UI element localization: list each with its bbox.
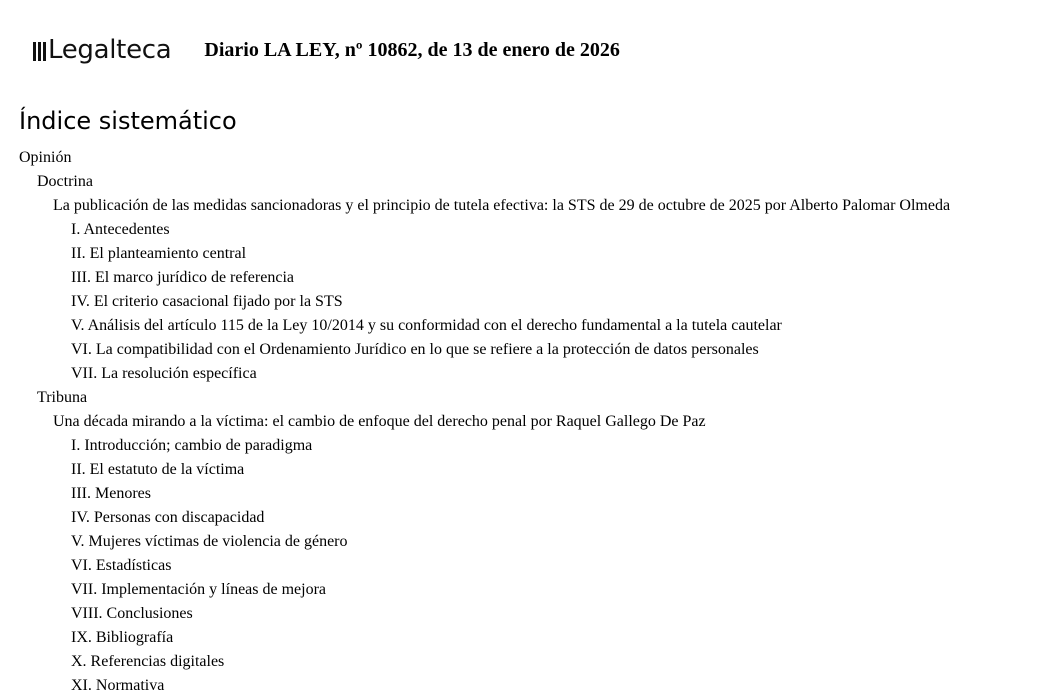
logo-bars-icon <box>33 39 46 61</box>
toc-chapter[interactable]: IX. Bibliografía <box>71 629 174 646</box>
toc-chapter[interactable]: I. Introducción; cambio de paradigma <box>71 437 313 454</box>
legalteca-logo[interactable] <box>33 35 171 65</box>
toc-chapter[interactable]: IV. El criterio casacional fijado por la STS <box>71 293 343 310</box>
toc-chapter[interactable]: VII. Implementación y líneas de mejora <box>71 581 327 598</box>
toc-chapter[interactable]: III. El marco jurídico de referencia <box>71 269 294 286</box>
toc-chapter[interactable]: VIII. Conclusiones <box>71 605 193 622</box>
toc-chapter[interactable]: IV. Personas con discapacidad <box>71 509 265 526</box>
toc-chapter[interactable]: VII. La resolución específica <box>71 365 257 382</box>
logo-text: Legalteca <box>48 35 172 65</box>
toc-subsection-tribuna[interactable]: Tribuna <box>37 389 88 406</box>
index-title: Índice sistemático <box>19 107 237 135</box>
toc-chapter[interactable]: II. El estatuto de la víctima <box>71 461 245 478</box>
toc-article-tribuna[interactable]: Una década mirando a la víctima: el cambio de enfoque del derecho penal por Raquel Gallego De Paz <box>53 413 706 430</box>
journal-title: Diario LA LEY, nº 10862, de 13 de enero de 2026 <box>204 38 620 61</box>
toc-chapter[interactable]: V. Análisis del artículo 115 de la Ley 10/2014 y su conformidad con el derecho fundamental a la tutela cautelar <box>71 317 782 334</box>
toc-article-doctrina[interactable]: La publicación de las medidas sancionadoras y el principio de tutela efectiva: la STS de 29 de octubre de 2025 por Alberto Palomar Olmeda <box>53 197 951 214</box>
toc-chapter[interactable]: VI. Estadísticas <box>71 557 172 574</box>
toc-chapter[interactable]: XI. Normativa <box>71 677 165 694</box>
toc-chapter[interactable]: II. El planteamiento central <box>71 245 247 262</box>
toc-chapter[interactable]: VI. La compatibilidad con el Ordenamiento Jurídico en lo que se refiere a la protección de datos personales <box>71 341 759 358</box>
toc-chapter[interactable]: I. Antecedentes <box>71 221 170 238</box>
table-of-contents <box>0 146 1062 698</box>
toc-chapter[interactable]: III. Menores <box>71 485 151 502</box>
toc-subsection-doctrina[interactable]: Doctrina <box>37 173 93 190</box>
toc-chapter[interactable]: X. Referencias digitales <box>71 653 225 670</box>
page-header <box>33 30 620 70</box>
toc-chapter[interactable]: V. Mujeres víctimas de violencia de género <box>71 533 348 550</box>
toc-section-opinion[interactable]: Opinión <box>19 149 72 166</box>
